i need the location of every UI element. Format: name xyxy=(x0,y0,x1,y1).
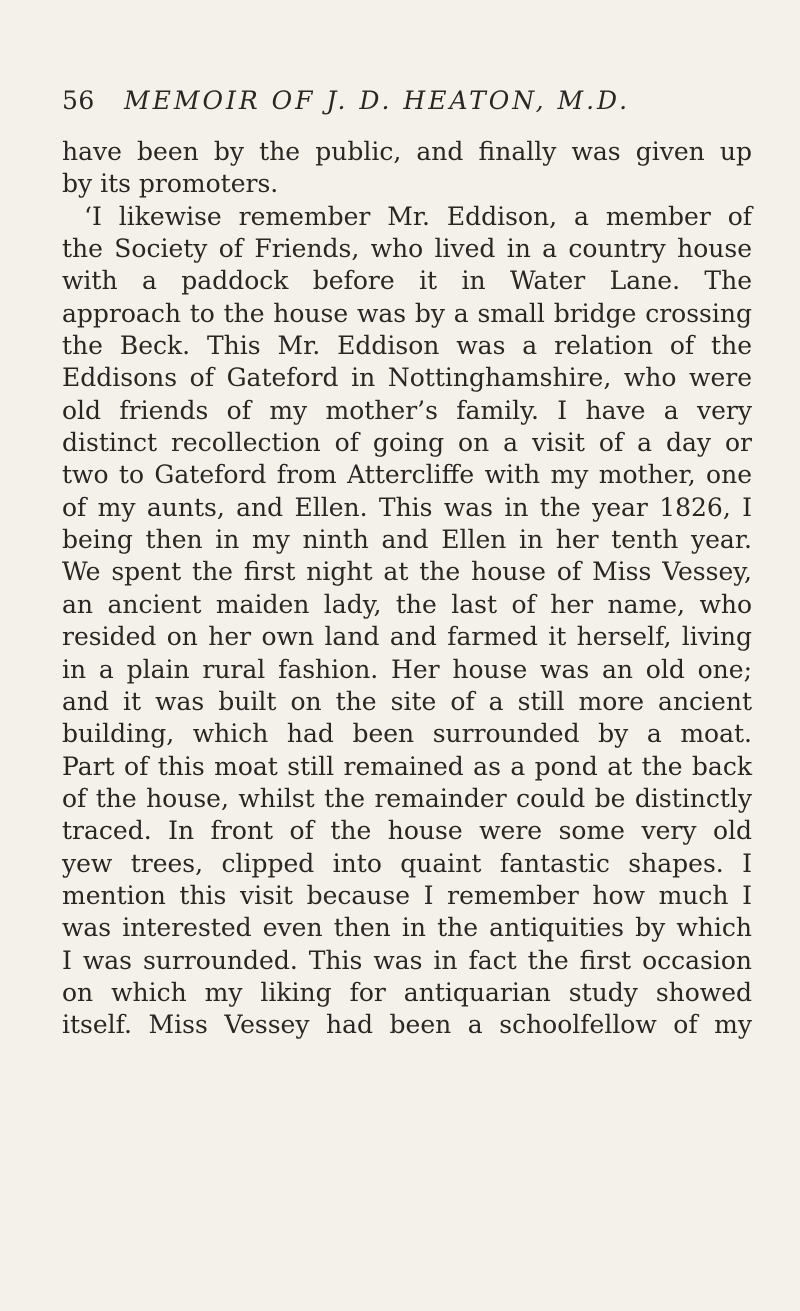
text-line: resided on her own land and farmed it herself, living xyxy=(62,622,752,652)
text-line: with a paddock before it in Water Lane. The xyxy=(62,266,752,296)
text-line: the Society of Friends, who lived in a country house xyxy=(62,234,752,264)
text-line: of the house, whilst the remainder could be distinctly xyxy=(62,783,752,813)
text-line: and it was built on the site of a still more ancient xyxy=(62,686,752,716)
text-line: distinct recollection of going on a visit of a day or xyxy=(62,428,752,458)
running-head: MEMOIR OF J. D. HEATON, M.D. xyxy=(124,86,631,115)
text-line: have been by the public, and finally was given up xyxy=(62,137,752,166)
text-line: was interested even then in the antiquities by which xyxy=(62,913,752,943)
text-line: an ancient maiden lady, the last of her name, who xyxy=(62,589,752,619)
body-text xyxy=(62,136,752,1042)
text-line: building, which had been surrounded by a moat. xyxy=(62,719,752,749)
text-line: of my aunts, and Ellen. This was in the year 1826, I xyxy=(62,492,752,522)
text-line: the Beck. This Mr. Eddison was a relation of the xyxy=(62,331,752,361)
text-line: approach to the house was by a small bridge crossing xyxy=(62,298,752,328)
text-line: on which my liking for antiquarian study showed xyxy=(62,977,752,1007)
text-line: old friends of my mother’s family. I have a very xyxy=(62,395,752,425)
text-line: being then in my ninth and Ellen in her tenth year. xyxy=(62,525,752,555)
text-line: in a plain rural fashion. Her house was an old one; xyxy=(62,654,752,684)
text-line: Part of this moat still remained as a pond at the back xyxy=(62,751,752,781)
text-line: itself. Miss Vessey had been a schoolfellow of my xyxy=(62,1010,752,1040)
page-number: 56 xyxy=(62,86,95,115)
text-line: traced. In front of the house were some very old xyxy=(62,816,752,846)
text-line: ‘I likewise remember Mr. Eddison, a member of xyxy=(84,201,752,231)
text-line: Eddisons of Gateford in Nottinghamshire, who were xyxy=(62,363,752,393)
text-line: We spent the first night at the house of Miss Vessey, xyxy=(62,557,752,587)
page-header xyxy=(62,80,752,120)
text-line: I was surrounded. This was in fact the first occasion xyxy=(62,945,752,975)
text-line: mention this visit because I remember how much I xyxy=(62,880,752,910)
text-line: two to Gateford from Attercliffe with my mother, one xyxy=(62,460,752,490)
text-line: yew trees, clipped into quaint fantastic shapes. I xyxy=(62,848,752,878)
text-line: by its promoters. xyxy=(62,169,279,199)
